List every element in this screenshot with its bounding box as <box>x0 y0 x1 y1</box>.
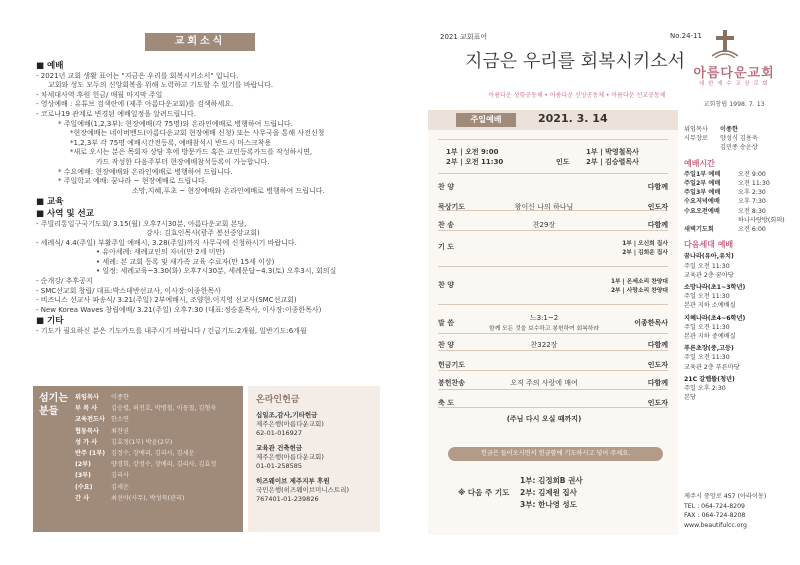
worship-order-leader-1: 1부 | 온세소리 찬양대 <box>610 279 668 285</box>
divider <box>438 266 668 267</box>
worship-order-item: 봉헌찬송 <box>438 379 466 387</box>
service-time-2: 2부 | 오전 11:30 <box>446 157 504 166</box>
staff-role: 반주 (1부) <box>75 450 106 458</box>
offering-account <box>256 477 372 504</box>
next-gen-name: 지혜나라(초4~6학년) <box>684 314 746 322</box>
online-offering-box <box>248 386 380 532</box>
worship-order-leader: 다함께 <box>647 183 668 191</box>
worship-time-value: 오후 2:30 <box>738 189 766 197</box>
next-week-person: 2부: 김제원 집사 <box>520 488 577 497</box>
news-line: - 순개강/ 추후공지 <box>36 277 93 286</box>
staff-row <box>75 426 240 437</box>
pastor-name: 김민종 송운상 <box>720 144 758 152</box>
service-time-1: 1부 | 오전 9:00 <box>446 148 499 156</box>
next-week-list <box>520 475 583 511</box>
news-section-title: ■ 교육 <box>36 197 64 208</box>
pastor-row <box>684 125 794 134</box>
online-offering-title: 온라인헌금 <box>256 395 300 405</box>
staff-row <box>75 392 240 403</box>
worship-order-row <box>438 220 668 230</box>
staff-role: (2부) <box>75 461 91 469</box>
worship-order-detail <box>480 378 608 388</box>
staff-names: 한소연 <box>111 416 129 424</box>
worship-order-leader <box>573 276 668 294</box>
news-section-title: ■ 기타 <box>36 316 64 327</box>
pastor-name: 양성식 김용욱 <box>720 135 758 143</box>
next-gen-name: 소망나라(초1~3학년) <box>684 284 746 292</box>
service-leader-2: 2부 | 김승렬목사 <box>586 157 639 166</box>
worship-order-item: 기 도 <box>438 243 454 251</box>
staff-row <box>75 459 240 470</box>
news-line: 소망,지혜,푸초 ~ 현장예배와 온라인예배로 병행하여 드립니다. <box>132 186 325 195</box>
worship-order-leader-2: 2부 | 김희운 집사 <box>622 250 668 256</box>
service-times <box>446 148 671 167</box>
worship-date: 2021. 3. 14 <box>538 112 608 125</box>
offering-account <box>256 444 372 471</box>
staff-names: 이종한 <box>111 394 129 401</box>
staff-names: 김정수, 장예리, 김리사, 김세운 <box>111 450 195 458</box>
staff-row <box>75 448 240 459</box>
church-contact <box>684 492 794 530</box>
divider <box>438 350 668 351</box>
service-leader-label: 인도 <box>556 157 570 166</box>
news-line: • 세례: 본 교회 등록 및 새가족 교육 수료자(만 15세 이상) <box>96 257 275 266</box>
next-gen-line: 주일 오후 2:30 <box>684 385 726 393</box>
worship-order-row <box>438 276 668 294</box>
worship-order-leader: 다함께 <box>647 221 668 229</box>
pastor-role: 시무장로 <box>684 135 708 143</box>
offering-account-name: 교육관 건축헌금 <box>256 444 303 452</box>
worship-time-value: 오전 11:30 <box>738 180 770 188</box>
worship-order-subtitle: 함께 모든 것을 보수하고 봉헌하여 회복하라 <box>488 326 599 332</box>
next-gen-line: 주일 오전 11:30 <box>684 293 730 301</box>
worship-time-value: 오전 6:00 <box>738 226 766 234</box>
worship-time-row <box>684 197 794 206</box>
news-line: * 주일예배(1,2,3부): 현장예배(각 75명)와 온라인예배로 병행하여 드립니다. <box>58 119 293 128</box>
news-line: * 주일학교 예배: 꿈나라 ~ 현장예배로 드립니다. <box>58 177 208 186</box>
staff-role: 간 사 <box>75 494 90 502</box>
worship-time-row <box>684 225 794 234</box>
next-gen-line: 본관 지하 소예배실 <box>684 302 736 310</box>
church-founded: 교회창립 1998. 7. 13 <box>703 101 765 108</box>
offering-account-line: 62-01-016927 <box>256 429 303 437</box>
worship-order-row <box>438 202 668 212</box>
staff-box <box>33 386 243 532</box>
worship-time-row <box>684 179 794 188</box>
news-line: *새로 오시는 분은 목회자 상담 후에 방문카드 혹은 교인등록카드를 작성하시면, <box>70 148 313 157</box>
news-line: - 주빌리통일구국기도회/ 3.15(월) 오후7시30분, 아름다운교회 본당, <box>36 219 247 228</box>
news-line: *현장예배는 네이버밴드(아름다운교회 현장예배 신청) 또는 사무국을 통해 사전신청 <box>70 129 325 138</box>
offering-accounts <box>256 411 372 504</box>
worship-order-title: 오직 주의 사랑에 매여 <box>510 379 578 387</box>
contact-line: www.beautifulcc.org <box>684 521 747 529</box>
worship-times-title: 예배시간 <box>684 158 715 168</box>
next-gen-line: 주일 오전 11:30 <box>684 262 730 270</box>
worship-order-detail <box>480 414 608 424</box>
offering-account-line: 제주은행(아름다운교회) <box>256 453 324 461</box>
news-line: 강사: 김효인목사(광주 봉선중앙교회) <box>146 229 260 238</box>
worship-order-item: 찬 양 <box>438 281 454 289</box>
news-line: - 2021년 교회 생활 표어는 "지금은 우리를 회복시키소서" 입니다. <box>36 71 239 80</box>
worship-time-value: 오전 8:30 <box>738 207 766 215</box>
staff-row <box>75 493 240 504</box>
offering-account-line: 01-01-258585 <box>256 462 303 470</box>
worship-order-item: 말 씀 <box>438 318 454 327</box>
worship-order-row <box>438 340 668 350</box>
next-week-label: ※ 다음 주 기도 <box>458 488 510 497</box>
divider <box>438 173 668 174</box>
divider <box>438 370 668 371</box>
divider <box>438 389 668 390</box>
divider <box>438 230 668 231</box>
worship-time-row <box>684 170 794 179</box>
staff-names: 양경희, 강정수, 장예리, 김리사, 김효정 <box>111 461 217 469</box>
next-gen-line: 교육관 2층 푸른마당 <box>684 363 740 371</box>
worship-order-leader <box>573 238 668 256</box>
news-line: - 차세대사역 후원 헌금/ 매월 마지막 주일 <box>36 90 163 99</box>
cross-logo-icon <box>712 30 738 58</box>
worship-order-detail <box>480 220 608 230</box>
next-gen-name: 푸른초장(중,고등) <box>684 345 734 353</box>
next-week-person: 1부: 김정희B 권사 <box>520 476 583 485</box>
issue-number: No.24-11 <box>670 32 702 40</box>
offering-account-line: 국민은행(히즈웨이브미니스트리) <box>256 486 349 494</box>
worship-order-title: 왕이신 나의 하나님 <box>514 203 574 211</box>
news-line: - 코로나19 관계로 변경된 예배일정을 알려드립니다. <box>36 109 197 118</box>
news-line: - 비즈니스 선교사 파송식/ 3.21(주일) 2부예배시, 조양현.이지영 선교사(SMC선교회) <box>36 296 297 305</box>
worship-time-row <box>684 188 794 197</box>
worship-order-leader: 인도자 <box>647 203 668 211</box>
worship-time-row <box>684 216 794 225</box>
offering-account-name: 십일조,감사,기타헌금 <box>256 411 318 419</box>
divider <box>438 304 668 305</box>
worship-order-leader: 인도자 <box>647 399 668 407</box>
worship-order-detail <box>480 202 608 212</box>
worship-order-row <box>438 182 668 192</box>
next-gen-line: 주일 오전 11:30 <box>684 354 730 362</box>
motto-title: 지금은 우리를 회복시키소서 <box>464 51 686 72</box>
news-line: 교회와 성도 모두의 신앙회복을 위해 노력하고 기도할 수 있기를 바랍니다. <box>48 81 274 90</box>
staff-names: 김승렬, 허진호, 박명철, 이동철, 김형욱 <box>111 405 217 413</box>
next-gen-title: 다음세대 예배 <box>684 240 734 250</box>
pastor-name: 이종한 <box>720 126 738 133</box>
staff-role: (3부) <box>75 472 91 480</box>
pastor-row <box>684 143 794 152</box>
worship-order-row <box>438 414 668 424</box>
staff-names: 최찬권 <box>111 427 129 435</box>
next-gen-line: 교육관 2층 꿈아당 <box>684 271 734 279</box>
next-gen-name: 21C 갈렙뜰(청년) <box>684 375 735 383</box>
worship-time-name: 주일1부 예배 <box>684 170 721 178</box>
next-gen-line: 본당 <box>684 394 696 402</box>
offering-account-line: 767401-01-239826 <box>256 495 319 503</box>
church-news-header: 교회소식 <box>145 33 255 51</box>
worship-order-item: 헌금기도 <box>438 361 466 369</box>
worship-order-title: 느3:1~2 <box>529 314 559 322</box>
worship-order-row <box>438 313 668 332</box>
worship-order-row <box>438 360 668 370</box>
offering-note: 헌금은 들어오시면서 헌금함에 기도하시고 넣어 주세요. <box>448 447 663 461</box>
pastor-role <box>684 143 720 152</box>
worship-order-title: 찬322장 <box>530 341 558 349</box>
offering-account <box>256 411 372 438</box>
news-line: • 유아세례: 세례교인의 자녀(만 2세 미만) <box>96 248 225 257</box>
worship-order-header <box>428 110 678 130</box>
worship-time-value: 오전 9:00 <box>738 170 766 178</box>
worship-order-box <box>428 110 678 535</box>
next-week-prayer <box>458 475 668 511</box>
worship-order-item: 찬 송 <box>438 221 454 229</box>
news-line: - 기도가 필요하신 분은 기도카드를 내주시기 바랍니다 / 긴급기도:2개월, 일반기도:6개월 <box>36 327 307 336</box>
staff-names: 김리사 <box>111 472 129 480</box>
worship-order-leader-1: 1부 | 오신희 집사 <box>622 241 668 247</box>
next-gen-line: 주일 오전 11:30 <box>684 323 730 331</box>
staff-role: 성 가 사 <box>75 438 98 446</box>
worship-order-title: 찬29장 <box>532 221 556 229</box>
worship-order-row <box>438 398 668 408</box>
staff-row <box>75 414 240 425</box>
staff-role: 부 목 사 <box>75 405 98 413</box>
motto-label: 2021 교회표어 <box>440 33 488 41</box>
staff-row <box>75 470 240 481</box>
worship-time-name: 수요저녁예배 <box>684 198 720 206</box>
news-line: *1,2,3부 각 75명 예배시간전등록, 예배참석시 반드시 마스크착용 <box>70 138 272 147</box>
community-groups: 아름다운 성령공동체 • 아름다운 신앙공동체 • 아름다운 선교공동체 <box>488 92 666 99</box>
news-line: - 영상예배 : 유튜브 검색란에 (제주 아름다운교회)를 검색하세요. <box>36 100 234 109</box>
worship-label: 주일예배 <box>456 113 516 127</box>
staff-list <box>75 392 240 504</box>
news-line: 카드 작성한 다음주부터 현장예배참석등록이 가능합니다. <box>96 157 270 166</box>
church-news <box>36 60 381 337</box>
staff-role: 교육전도사 <box>75 416 105 424</box>
next-week-person: 3부: 한나영 성도 <box>520 500 577 509</box>
staff-role: 위임목사 <box>75 394 99 401</box>
staff-names: 김효정(1부) 박윤(2부) <box>111 438 173 446</box>
pastor-role: 위임목사 <box>684 126 708 133</box>
worship-order-item: 축 도 <box>438 399 454 407</box>
news-line: * 수요예배: 현장예배와 온라인예배로 병행하여 드립니다. <box>58 167 233 176</box>
worship-order-title: (주님 다시 오실 때까지) <box>506 415 582 423</box>
worship-time-value: 하나사랑방(회의) <box>738 216 785 224</box>
staff-row <box>75 437 240 448</box>
church-denomination: 대 한 예 수 교 장 로 회 <box>699 81 769 87</box>
next-gen-line: 본관 지하 중예배실 <box>684 333 736 341</box>
contact-line: FAX : 064-724-8208 <box>684 512 746 519</box>
worship-time-value: 오후 7:30 <box>738 198 766 206</box>
staff-role: (수요) <box>75 483 93 491</box>
contact-line: 제주시 중앙로 457 (아라이동) <box>684 493 767 500</box>
next-gen-name: 꿈나라(유아,유치) <box>684 253 734 261</box>
staff-row <box>75 482 240 493</box>
service-leader-1: 1부 | 박영철목사 <box>586 148 639 156</box>
church-name: 아름다운교회 <box>693 66 775 81</box>
worship-order-item: 찬 양 <box>438 341 454 349</box>
staff-names: 김세운 <box>111 483 129 491</box>
worship-order-item: 찬 양 <box>438 183 454 191</box>
church-info-sidebar <box>684 125 794 402</box>
worship-time-name: 수요오전예배 <box>684 207 720 215</box>
news-line: - New Korea Waves 창립예배/ 3.21(주일) 오후7:30 (대표:정승훈목사, 이사장:이종한목사) <box>36 305 322 314</box>
offering-account-line: 제주은행(아름다운교회) <box>256 420 324 428</box>
worship-order-detail <box>480 340 608 350</box>
worship-order-row <box>438 238 668 256</box>
contact-line: TEL : 064-724-8209 <box>684 502 745 510</box>
worship-order-detail <box>480 313 608 332</box>
worship-order-leader: 다함께 <box>647 379 668 387</box>
worship-order-leader: 인도자 <box>647 361 668 369</box>
worship-order-leader: 이종한목사 <box>634 318 668 327</box>
pastor-row <box>684 134 794 143</box>
worship-time-name: 새벽기도회 <box>684 226 714 234</box>
worship-time-name: 주일3부 예배 <box>684 189 721 197</box>
worship-time-name: 주일2부 예배 <box>684 180 721 188</box>
news-line: - 세례식/ 4.4(주일) 부활주일 예배시, 3.28(주일)까지 사무국에 신청하시기 바랍니다. <box>36 238 297 247</box>
divider <box>438 333 668 334</box>
news-line: • 일정: 세례교육~3.30(화) 오후7시30분, 세례문답~4.3(토) 오후3시, 회의실 <box>96 267 337 276</box>
worship-time-row <box>684 207 794 216</box>
worship-order-item: 묵상기도 <box>438 203 466 211</box>
news-line: - SMC선교회 창립/ 대표:박스데반선교사, 이사장:이종한목사 <box>36 286 221 295</box>
divider <box>438 139 668 140</box>
worship-time-name <box>684 216 738 225</box>
worship-order-row <box>438 378 668 388</box>
news-section-title: ■ 사역 및 선교 <box>36 208 94 219</box>
worship-order-leader-2: 2부 | 사랑소리 찬양대 <box>610 288 668 294</box>
worship-order-leader: 다함께 <box>647 341 668 349</box>
staff-names: 최선아(사무), 박성묵(관리) <box>111 494 185 502</box>
news-section-title: ■ 예배 <box>36 61 64 71</box>
staff-title: 섬기는 분들 <box>39 393 68 417</box>
offering-account-name: 히즈웨이브 제주지부 후원 <box>256 477 330 485</box>
staff-role: 협동목사 <box>75 427 99 435</box>
staff-row <box>75 403 240 414</box>
